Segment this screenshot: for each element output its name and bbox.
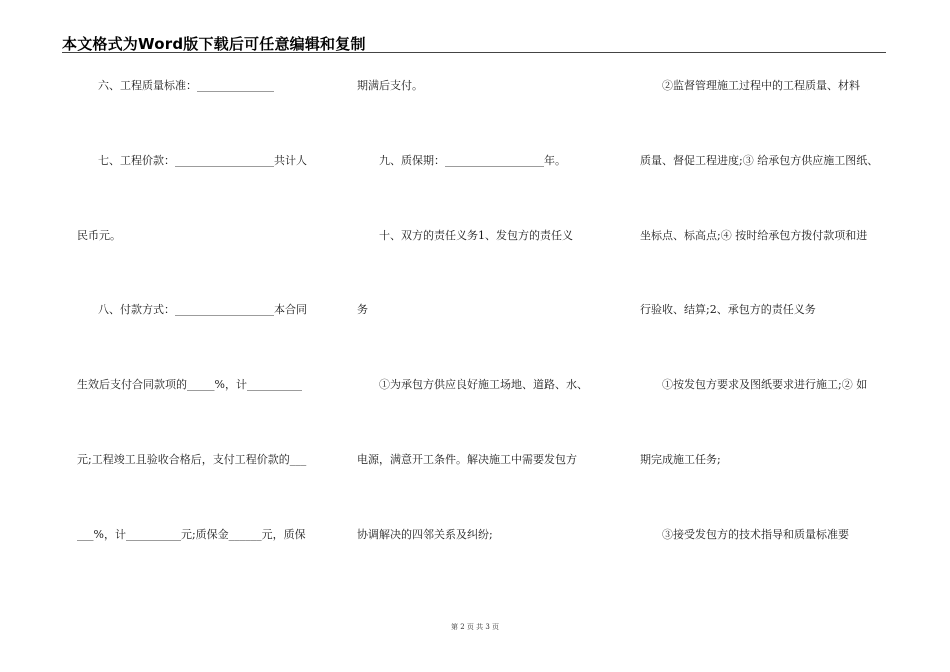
document-header-title: 本文格式为Word版下载后可任意编辑和复制 [62,35,366,53]
text-line: ___%，计__________元;质保金______元，质保 [77,528,306,541]
text-line: ②监督管理施工过程中的工程质量、材料 [662,79,860,92]
text-line: 七、工程价款：__________________共计人 [98,154,307,167]
text-line: 九、质保期：__________________年。 [379,154,566,167]
text-line: ①为承包方供应良好施工场地、道路、水、 [379,378,588,391]
text-line: 行验收、结算;2、承包方的责任义务 [640,303,816,316]
text-line: 期完成施工任务; [640,453,721,466]
text-line: 民币元。 [77,229,121,242]
text-line: 协调解决的四邻关系及纠纷; [357,528,493,541]
header-divider [62,52,886,53]
text-line: ③接受发包方的技术指导和质量标准要 [662,528,849,541]
text-line: 元;工程竣工且验收合格后，支付工程价款的___ [77,453,307,466]
text-line: 六、工程质量标准：______________ [98,79,274,92]
text-line: 八、付款方式：__________________本合同 [98,303,307,316]
text-line: 务 [357,303,368,316]
text-line: 十、双方的责任义务1、发包方的责任义 [379,229,573,242]
text-line: 质量、督促工程进度;③ 给承包方供应施工图纸、 [640,154,879,167]
text-line: 生效后支付合同款项的_____%，计__________ [77,378,302,391]
text-line: 期满后支付。 [357,79,423,92]
text-line: ①按发包方要求及图纸要求进行施工;② 如 [662,378,868,391]
text-line: 电源，满意开工条件。解决施工中需要发包方 [357,453,577,466]
text-line: 坐标点、标高点;④ 按时给承包方拨付款项和进 [640,229,868,242]
page-number-footer: 第 2 页 共 3 页 [450,623,500,631]
